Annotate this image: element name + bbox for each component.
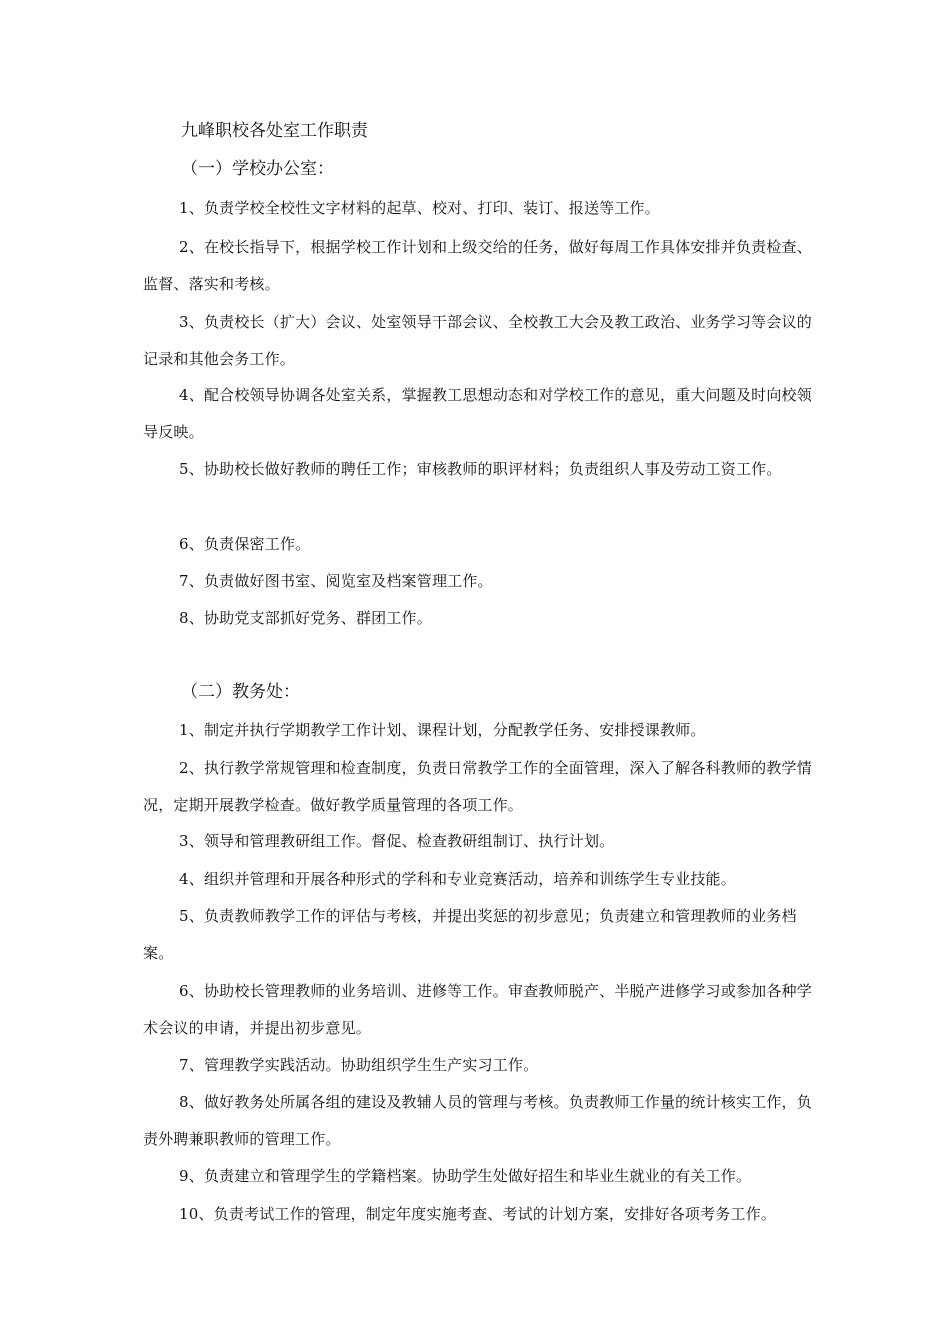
academic-item-1: 1、制定并执行学期教学工作计划、课程计划，分配教学任务、安排授课教师。 — [179, 721, 706, 739]
office-item-6: 6、负责保密工作。 — [179, 535, 311, 553]
office-item-7: 7、负责做好图书室、阅览室及档案管理工作。 — [179, 572, 493, 590]
academic-item-9: 9、负责建立和管理学生的学籍档案。协助学生处做好招生和毕业生就业的有关工作。 — [179, 1167, 752, 1185]
office-item-3: 3、负责校长（扩大）会议、处室领导干部会议、全校教工大会及教工政治、业务学习等会议的记录和其他会务工作。 — [143, 313, 812, 368]
academic-item-4: 4、组织并管理和开展各种形式的学科和专业竞赛活动，培养和训练学生专业技能。 — [179, 870, 736, 888]
office-item-5: 5、协助校长做好教师的聘任工作；审核教师的职评材料；负责组织人事及劳动工资工作。 — [179, 460, 782, 478]
academic-item-10: 10、负责考试工作的管理，制定年度实施考查、考试的计划方案，安排好各项考务工作。 — [179, 1205, 777, 1223]
academic-item-2: 2、执行教学常规管理和检查制度，负责日常教学工作的全面管理，深入了解各科教师的教学情况，定期开展教学检查。做好教学质量管理的各项工作。 — [143, 759, 812, 814]
office-item-8: 8、协助党支部抓好党务、群团工作。 — [179, 609, 432, 627]
section-heading-academic: （二）教务处： — [181, 682, 300, 702]
academic-item-5: 5、负责教师教学工作的评估与考核，并提出奖惩的初步意见；负责建立和管理教师的业务档案。 — [143, 907, 797, 962]
section-heading-office: （一）学校办公室： — [181, 159, 334, 179]
academic-item-8: 8、做好教务处所属各组的建设及教辅人员的管理与考核。负责教师工作量的统计核实工作，负责外聘兼职教师的管理工作。 — [143, 1093, 812, 1148]
document-title: 九峰职校各处室工作职责 — [181, 121, 368, 141]
academic-item-6: 6、协助校长管理教师的业务培训、进修等工作。审查教师脱产、半脱产进修学习或参加各种学术会议的申请，并提出初步意见。 — [143, 982, 812, 1037]
academic-item-3: 3、领导和管理教研组工作。督促、检查教研组制订、执行计划。 — [179, 832, 615, 850]
office-item-1: 1、负责学校全校性文字材料的起草、校对、打印、装订、报送等工作。 — [179, 199, 660, 217]
office-item-4: 4、配合校领导协调各处室关系，掌握教工思想动态和对学校工作的意见，重大问题及时向校领导反映。 — [143, 386, 812, 441]
academic-item-7: 7、管理教学实践活动。协助组织学生生产实习工作。 — [179, 1056, 539, 1074]
office-item-2: 2、在校长指导下，根据学校工作计划和上级交给的任务，做好每周工作具体安排并负责检查、监督、落实和考核。 — [143, 238, 812, 293]
